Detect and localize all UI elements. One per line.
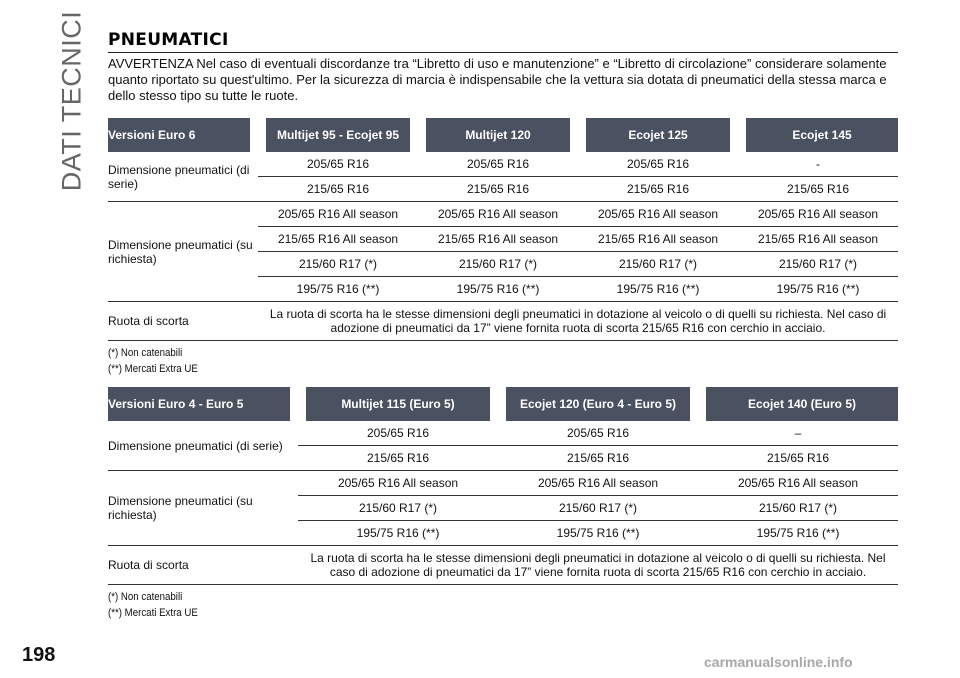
header-cell: Ecojet 125 [578,118,738,152]
table-cell: 205/65 R16 [298,421,498,446]
table-cell: 205/65 R16 All season [418,202,578,227]
watermark: carmanualsonline.info [704,654,853,670]
table-row [108,152,898,177]
table-cell: 215/65 R16 [298,446,498,471]
table-cell: 215/60 R17 (*) [498,496,698,521]
page-number: 198 [22,644,56,666]
table-cell: 215/65 R16 [738,177,898,202]
table-cell: 205/65 R16 All season [298,471,498,496]
table-cell: 215/65 R16 [258,177,418,202]
table-cell: 215/65 R16 [498,446,698,471]
table-cell: 215/65 R16 All season [418,227,578,252]
table-cell: 205/65 R16 All season [498,471,698,496]
row-label: Ruota di scorta [108,546,298,585]
table-row [108,471,898,496]
header-cell: Versioni Euro 6 [108,118,258,152]
header-cell: Versioni Euro 4 - Euro 5 [108,387,298,421]
table-cell: 215/65 R16 All season [578,227,738,252]
table-row [108,546,898,585]
footnotes-table1 [108,345,803,377]
footnote: (**) Mercati Extra UE [108,363,198,375]
header-cell: Ecojet 145 [738,118,898,152]
table-cell: - [738,152,898,177]
footnote: (**) Mercati Extra UE [108,607,198,619]
row-label: Dimensione pneumatici (di serie) [108,152,258,202]
table-cell: 215/65 R16 [418,177,578,202]
table-cell: 205/65 R16 [418,152,578,177]
table-cell: 215/60 R17 (*) [258,252,418,277]
tyre-table-euro6 [108,118,898,341]
header-cell: Ecojet 140 (Euro 5) [698,387,898,421]
table-cell: 215/60 R17 (*) [578,252,738,277]
header-cell: Ecojet 120 (Euro 4 - Euro 5) [498,387,698,421]
table-cell: 195/75 R16 (**) [578,277,738,302]
table-header-row [108,387,898,421]
footnote: (*) Non catenabili [108,591,183,603]
header-cell: Multijet 115 (Euro 5) [298,387,498,421]
table-cell: 205/65 R16 [258,152,418,177]
table-cell: 215/60 R17 (*) [298,496,498,521]
page-heading: PNEUMATICI [108,30,898,53]
table-cell: 195/75 R16 (**) [418,277,578,302]
table-cell: 215/60 R17 (*) [418,252,578,277]
table-cell: 195/75 R16 (**) [298,521,498,546]
section-side-title [54,10,90,192]
row-label: Ruota di scorta [108,302,258,341]
table-cell: 215/60 R17 (*) [698,496,898,521]
table-cell: 215/65 R16 [578,177,738,202]
table-cell: 205/65 R16 [498,421,698,446]
header-cell: Multijet 120 [418,118,578,152]
table-row [108,421,898,446]
table-header-row [108,118,898,152]
tyre-table-euro4-euro5 [108,387,898,585]
table-cell: 195/75 R16 (**) [738,277,898,302]
table-row [108,202,898,227]
row-label: Dimensione pneumatici (su richiesta) [108,471,298,546]
table-cell: 205/65 R16 All season [738,202,898,227]
row-label: Dimensione pneumatici (di serie) [108,421,298,471]
table-cell: 215/65 R16 [698,446,898,471]
table-cell: – [698,421,898,446]
table-cell: 205/65 R16 All season [258,202,418,227]
row-label: Dimensione pneumatici (su richiesta) [108,202,258,302]
footnote: (*) Non catenabili [108,347,183,359]
spare-wheel-note: La ruota di scorta ha le stesse dimensioni degli pneumatici in dotazione al veicolo o di quelli su richiesta. Nel caso di adozione di pneumatici da 17” viene fornita ruota di scorta 215/65 R16 con cerchio in acciaio. [258,302,898,341]
table-row [108,302,898,341]
table-cell: 195/75 R16 (**) [258,277,418,302]
side-title-text: DATI TECNICI [56,10,87,192]
table-cell: 195/75 R16 (**) [698,521,898,546]
table-cell: 205/65 R16 All season [578,202,738,227]
warning-paragraph: AVVERTENZA Nel caso di eventuali discordanze tra “Libretto di uso e manutenzione” e “Libretto di circolazione” considerare solamente quanto riportato su quest'ultimo. Per la sicurezza di marcia è indispensabile che la vettura sia dotata di pneumatici della stessa marca e dello stesso tipo su tutte le ruote. [108,56,887,103]
table-cell: 195/75 R16 (**) [498,521,698,546]
table-cell: 205/65 R16 All season [698,471,898,496]
spare-wheel-note: La ruota di scorta ha le stesse dimensioni degli pneumatici in dotazione al veicolo o di quelli su richiesta. Nel caso di adozione di pneumatici da 17” viene fornita ruota di scorta 215/65 R16 con cerchio in acciaio. [298,546,898,585]
header-cell: Multijet 95 - Ecojet 95 [258,118,418,152]
footnotes-table2 [108,589,803,621]
table-cell: 215/65 R16 All season [258,227,418,252]
table-cell: 215/65 R16 All season [738,227,898,252]
table-cell: 205/65 R16 [578,152,738,177]
table-cell: 215/60 R17 (*) [738,252,898,277]
main-content [108,30,898,621]
